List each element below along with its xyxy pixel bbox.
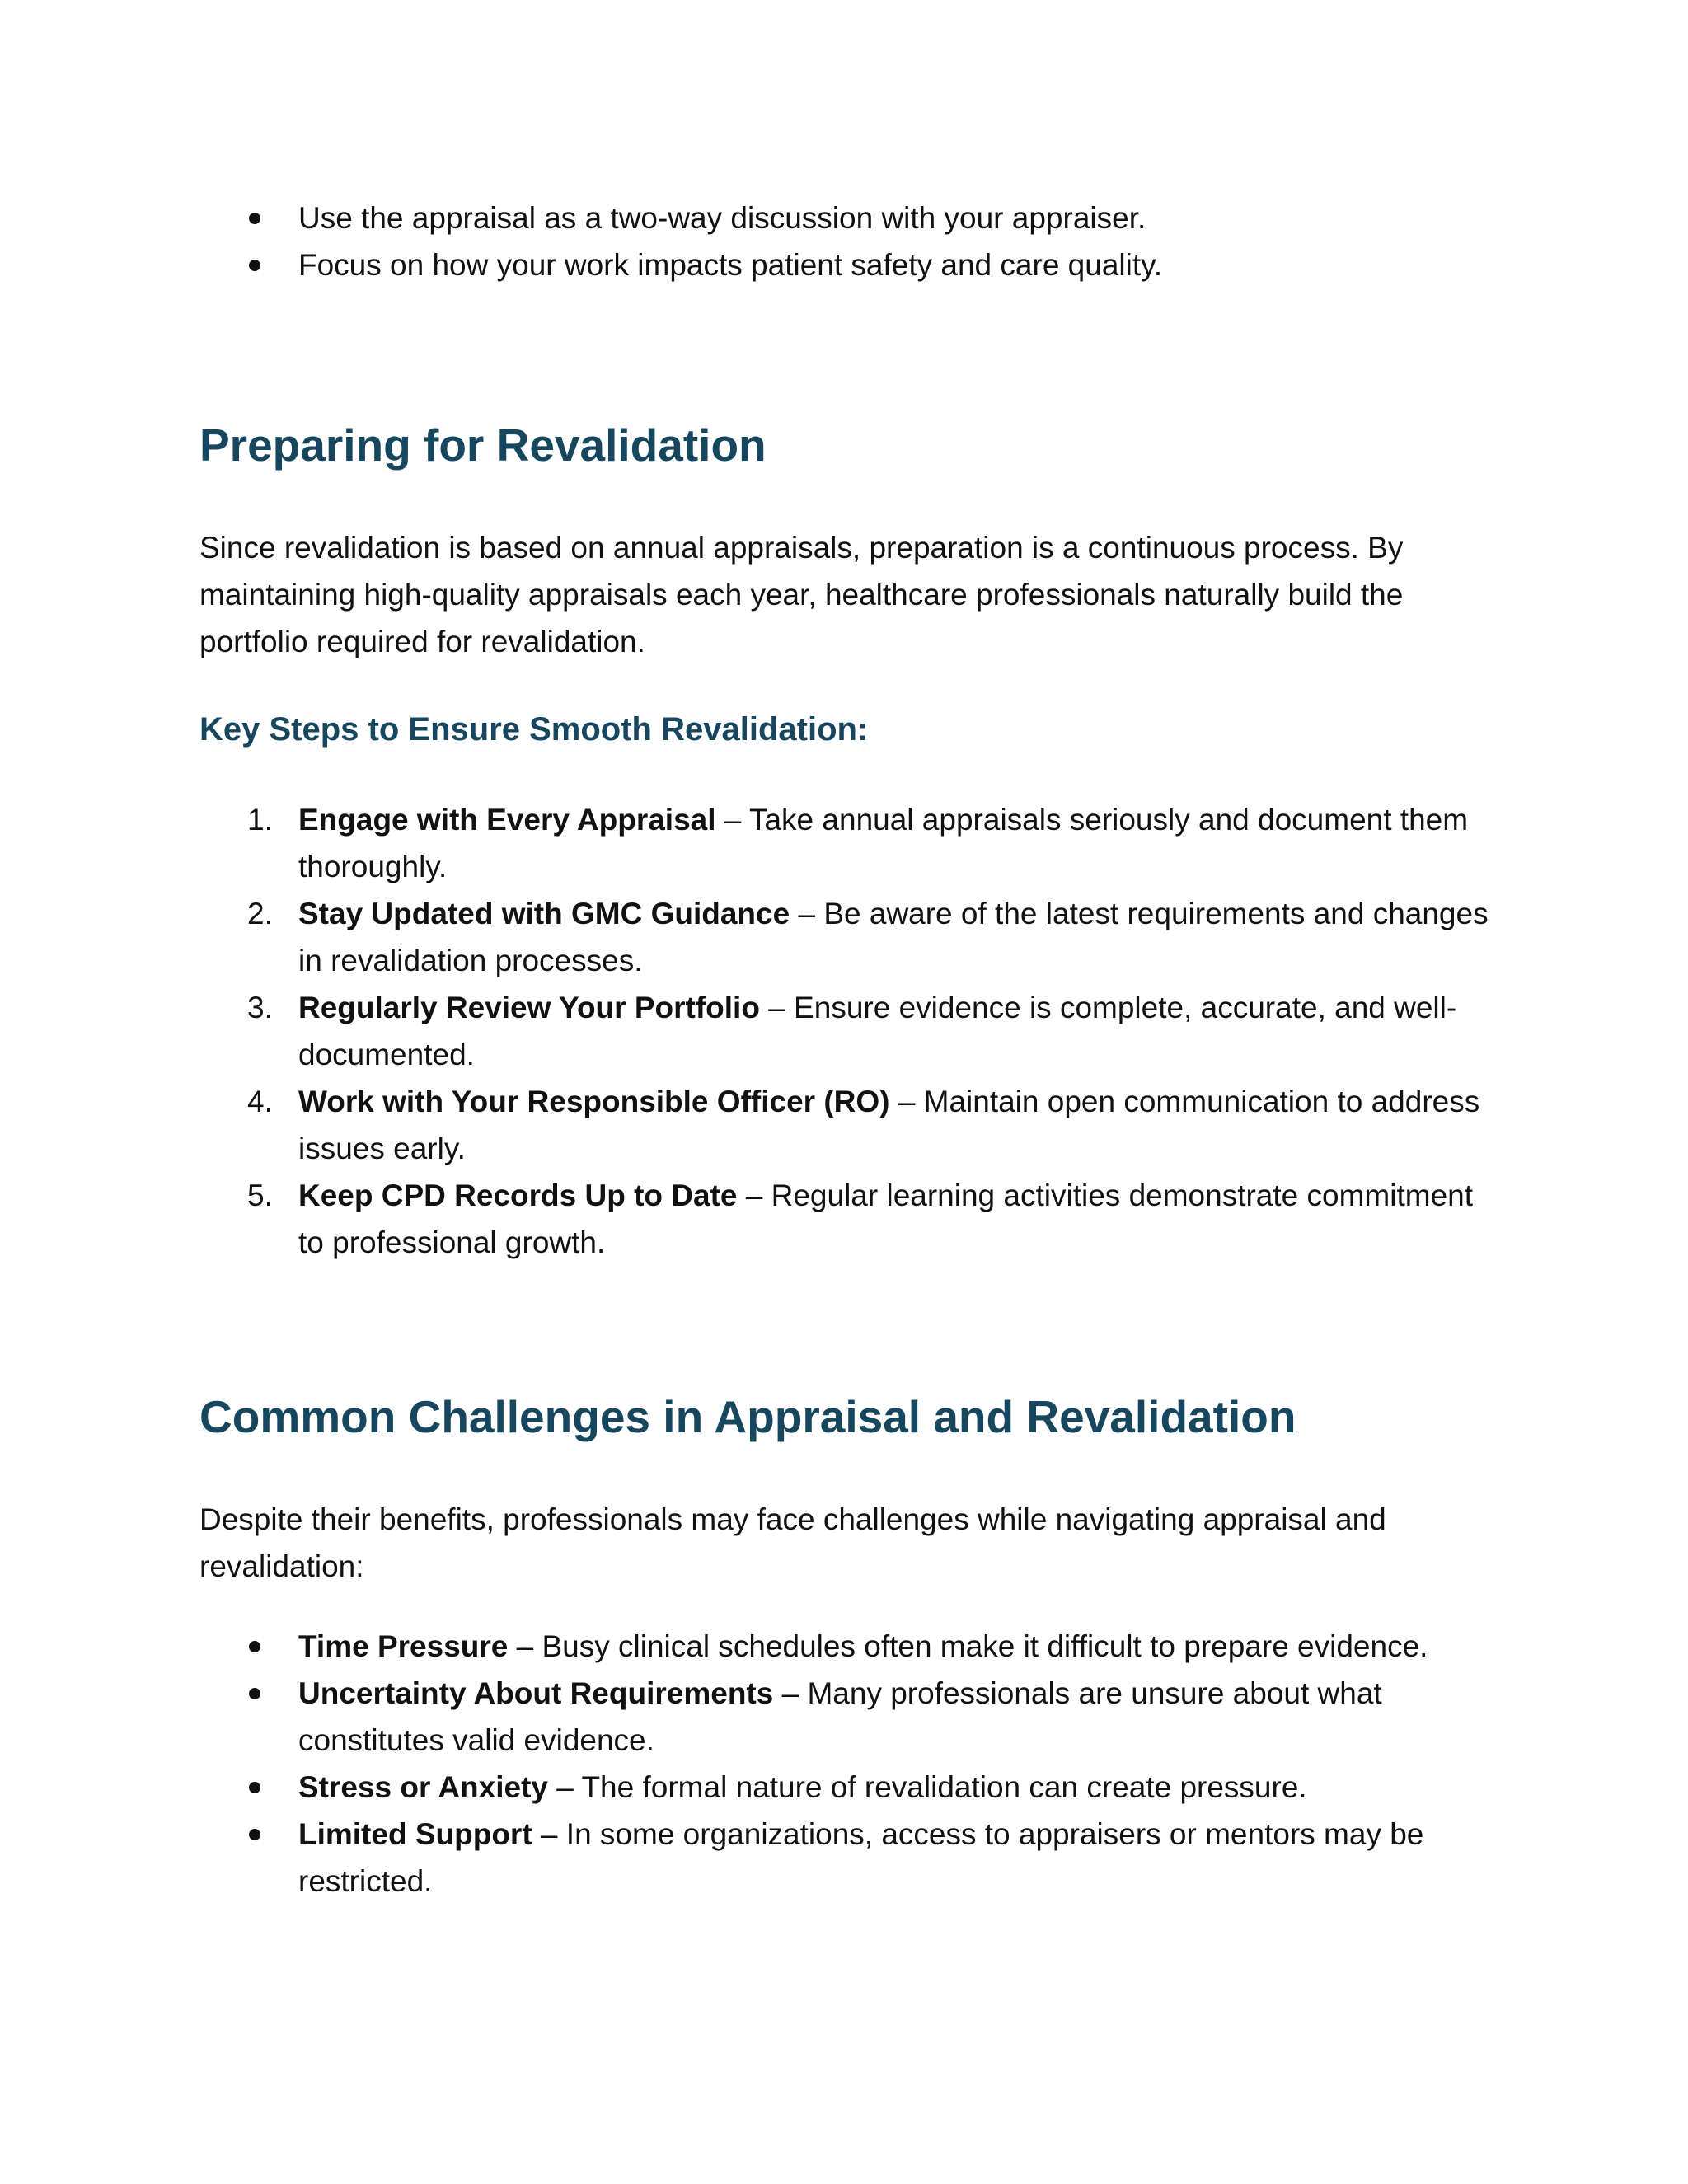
step-text: – Ensure evidence is complete, accurate, and well-documented. — [298, 991, 1457, 1071]
step-title: Keep CPD Records Up to Date — [298, 1179, 738, 1212]
step-title: Regularly Review Your Portfolio — [298, 991, 760, 1024]
challenge-title: Time Pressure — [298, 1629, 509, 1663]
list-item — [298, 1623, 1502, 1670]
step-title: Stay Updated with GMC Guidance — [298, 897, 790, 930]
challenges-list — [0, 1623, 1688, 1905]
bullet-text: Focus on how your work impacts patient safety and care quality. — [298, 248, 1163, 282]
challenge-text: – The formal nature of revalidation can create pressure. — [547, 1770, 1307, 1804]
top-bullet-list — [0, 194, 1688, 288]
challenge-text: – In some organizations, access to appraisers or mentors may be restricted. — [298, 1817, 1424, 1898]
step-title: Work with Your Responsible Officer (RO) — [298, 1085, 890, 1118]
section-paragraph-preparing: Since revalidation is based on annual appraisals, preparation is a continuous process. By maintaining high-quality appraisals each year, healthcare professionals naturally build the portfolio required for revalidation. — [199, 531, 1404, 658]
section-heading-challenges: Common Challenges in Appraisal and Revalidation — [199, 1391, 1296, 1442]
bullet-icon — [249, 1688, 260, 1699]
list-item — [247, 796, 1502, 890]
step-number: 5. — [247, 1179, 273, 1212]
list-item — [247, 890, 1502, 984]
bullet-text: Use the appraisal as a two-way discussion with your appraiser. — [298, 201, 1146, 235]
step-text: – Take annual appraisals seriously and document them thoroughly. — [298, 803, 1469, 883]
bullet-icon — [249, 260, 260, 271]
list-item — [247, 984, 1502, 1078]
challenge-text: – Many professionals are unsure about what constitutes valid evidence. — [298, 1676, 1382, 1757]
challenge-title: Limited Support — [298, 1817, 532, 1851]
section-paragraph-challenges: Despite their benefits, professionals may face challenges while navigating appraisal and revalidation: — [199, 1502, 1386, 1583]
section-heading-preparing: Preparing for Revalidation — [199, 419, 767, 471]
list-item — [298, 1764, 1502, 1811]
bullet-icon — [249, 1641, 260, 1652]
step-text: – Regular learning activities demonstrate commitment to professional growth. — [298, 1179, 1473, 1259]
list-item — [298, 1811, 1502, 1905]
challenge-title: Stress or Anxiety — [298, 1770, 548, 1804]
step-text: – Be aware of the latest requirements and changes in revalidation processes. — [298, 897, 1489, 977]
list-item — [247, 1078, 1502, 1172]
challenge-text: – Busy clinical schedules often make it difficult to prepare evidence. — [508, 1629, 1428, 1663]
step-number: 3. — [247, 991, 273, 1024]
bullet-icon — [249, 1782, 260, 1793]
step-number: 1. — [247, 803, 273, 837]
list-item — [298, 194, 1502, 241]
step-number: 4. — [247, 1085, 273, 1118]
step-number: 2. — [247, 897, 273, 930]
subheading-key-steps: Key Steps to Ensure Smooth Revalidation: — [199, 711, 869, 748]
bullet-icon — [249, 1829, 260, 1840]
list-item — [298, 241, 1502, 288]
list-item — [247, 1172, 1502, 1266]
list-item — [298, 1670, 1502, 1764]
challenge-title: Uncertainty About Requirements — [298, 1676, 774, 1710]
step-text: – Maintain open communication to address issues early. — [298, 1085, 1480, 1165]
step-title: Engage with Every Appraisal — [298, 803, 716, 837]
key-steps-list — [0, 796, 1688, 1266]
bullet-icon — [249, 213, 260, 224]
